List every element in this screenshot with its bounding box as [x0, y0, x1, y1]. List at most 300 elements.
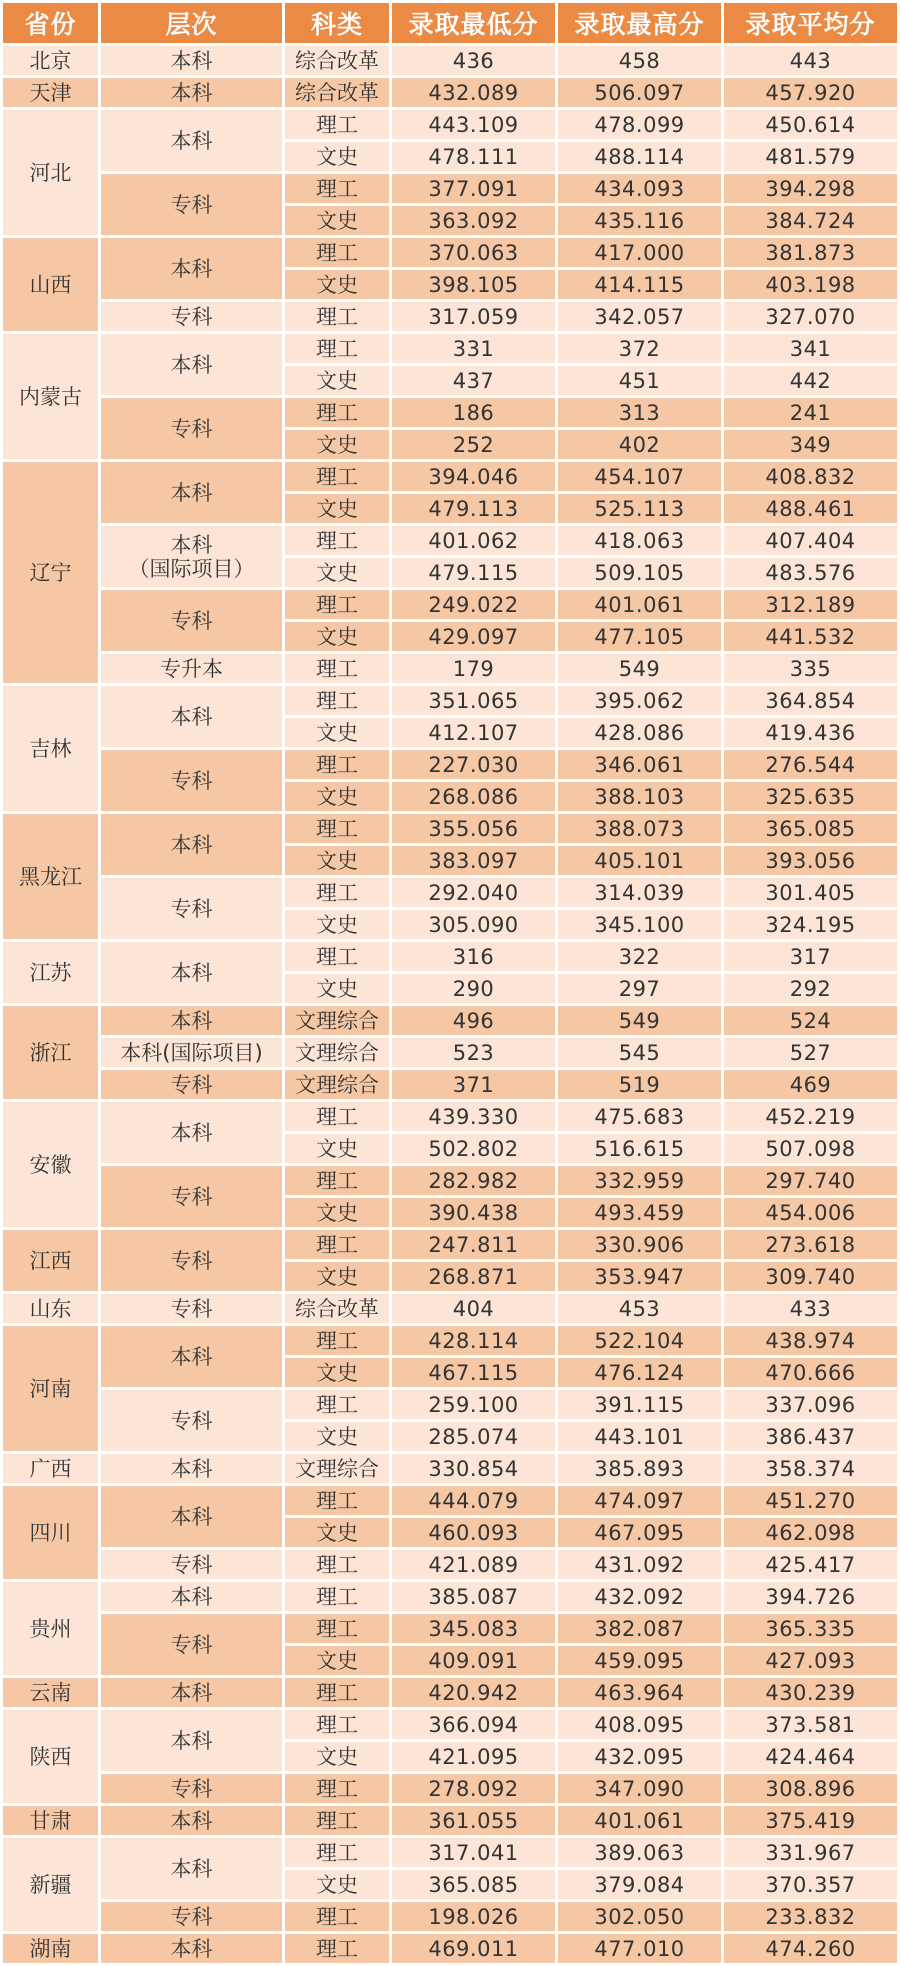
min-score-cell: 436	[392, 46, 555, 75]
table-row	[3, 590, 897, 619]
table-row	[3, 1582, 897, 1611]
table-body	[3, 46, 897, 1963]
level-label: 专科	[170, 416, 213, 441]
table-row	[3, 462, 897, 491]
table-row	[3, 814, 897, 843]
avg-score-cell: 419.436	[724, 718, 897, 747]
avg-score-cell: 309.740	[724, 1262, 897, 1291]
table-row	[3, 1614, 897, 1643]
level-label: 本科	[170, 80, 213, 105]
subject-cell: 理工	[285, 1326, 389, 1355]
subject-cell: 理工	[285, 942, 389, 971]
min-score-cell: 317.041	[392, 1838, 555, 1867]
province-cell: 江苏	[3, 942, 98, 1003]
table-row	[3, 78, 897, 107]
subject-cell: 文理综合	[285, 1038, 389, 1067]
subject-cell: 理工	[285, 1486, 389, 1515]
min-score-cell: 198.026	[392, 1902, 555, 1931]
level-cell	[101, 238, 282, 299]
max-score-cell: 417.000	[558, 238, 721, 267]
avg-score-cell: 408.832	[724, 462, 897, 491]
min-score-cell: 259.100	[392, 1390, 555, 1419]
province-cell: 江西	[3, 1230, 98, 1291]
subject-cell: 文史	[285, 1742, 389, 1771]
max-score-cell: 488.114	[558, 142, 721, 171]
min-score-cell: 437	[392, 366, 555, 395]
max-score-cell: 345.100	[558, 910, 721, 939]
max-score-cell: 401.061	[558, 1806, 721, 1835]
level-label: 本科	[170, 704, 213, 729]
table-row	[3, 1390, 897, 1419]
level-cell	[101, 1006, 282, 1035]
avg-score-cell: 450.614	[724, 110, 897, 139]
table-row	[3, 878, 897, 907]
subject-cell: 文史	[285, 1646, 389, 1675]
max-score-cell: 401.061	[558, 590, 721, 619]
avg-score-cell: 470.666	[724, 1358, 897, 1387]
max-score-cell: 372	[558, 334, 721, 363]
min-score-cell: 421.095	[392, 1742, 555, 1771]
max-score-cell: 405.101	[558, 846, 721, 875]
header-avg-score: 录取平均分	[724, 3, 897, 43]
subject-cell: 文史	[285, 1358, 389, 1387]
max-score-cell: 402	[558, 430, 721, 459]
max-score-cell: 385.893	[558, 1454, 721, 1483]
avg-score-cell: 442	[724, 366, 897, 395]
level-cell	[101, 1294, 282, 1323]
header-subject: 科类	[285, 3, 389, 43]
max-score-cell: 382.087	[558, 1614, 721, 1643]
table-row	[3, 750, 897, 779]
max-score-cell: 431.092	[558, 1550, 721, 1579]
min-score-cell: 377.091	[392, 174, 555, 203]
avg-score-cell: 443	[724, 46, 897, 75]
province-cell: 内蒙古	[3, 334, 98, 459]
subject-cell: 文史	[285, 206, 389, 235]
subject-cell: 文史	[285, 1134, 389, 1163]
avg-score-cell: 524	[724, 1006, 897, 1035]
avg-score-cell: 394.726	[724, 1582, 897, 1611]
table-row	[3, 1038, 897, 1067]
subject-cell: 文史	[285, 366, 389, 395]
table-row	[3, 1070, 897, 1099]
level-label: 专科	[170, 1776, 213, 1801]
max-score-cell: 432.095	[558, 1742, 721, 1771]
level-label: 专科	[170, 1552, 213, 1577]
min-score-cell: 316	[392, 942, 555, 971]
min-score-cell: 412.107	[392, 718, 555, 747]
level-cell	[101, 1550, 282, 1579]
subject-cell: 理工	[285, 526, 389, 555]
avg-score-cell: 312.189	[724, 590, 897, 619]
table-row	[3, 1710, 897, 1739]
level-cell	[101, 526, 282, 587]
max-score-cell: 347.090	[558, 1774, 721, 1803]
province-cell: 甘肃	[3, 1806, 98, 1835]
subject-cell: 理工	[285, 334, 389, 363]
max-score-cell: 516.615	[558, 1134, 721, 1163]
max-score-cell: 451	[558, 366, 721, 395]
level-cell	[101, 1806, 282, 1835]
max-score-cell: 388.073	[558, 814, 721, 843]
avg-score-cell: 469	[724, 1070, 897, 1099]
subject-cell: 文史	[285, 1518, 389, 1547]
min-score-cell: 247.811	[392, 1230, 555, 1259]
max-score-cell: 302.050	[558, 1902, 721, 1931]
level-cell	[101, 1486, 282, 1547]
province-cell: 广西	[3, 1454, 98, 1483]
avg-score-cell: 433	[724, 1294, 897, 1323]
level-cell	[101, 1166, 282, 1227]
max-score-cell: 454.107	[558, 462, 721, 491]
avg-score-cell: 317	[724, 942, 897, 971]
avg-score-cell: 341	[724, 334, 897, 363]
level-label: 专科	[170, 304, 213, 329]
min-score-cell: 443.109	[392, 110, 555, 139]
subject-cell: 理工	[285, 1614, 389, 1643]
level-label: 本科	[170, 1808, 213, 1833]
header-level: 层次	[101, 3, 282, 43]
min-score-cell: 345.083	[392, 1614, 555, 1643]
table-row	[3, 1806, 897, 1835]
min-score-cell: 282.982	[392, 1166, 555, 1195]
min-score-cell: 429.097	[392, 622, 555, 651]
level-cell	[101, 1326, 282, 1387]
level-label: 本科	[170, 480, 213, 505]
avg-score-cell: 373.581	[724, 1710, 897, 1739]
min-score-cell: 330.854	[392, 1454, 555, 1483]
avg-score-cell: 438.974	[724, 1326, 897, 1355]
max-score-cell: 549	[558, 654, 721, 683]
level-label: 本科	[170, 1584, 213, 1609]
max-score-cell: 493.459	[558, 1198, 721, 1227]
avg-score-cell: 441.532	[724, 622, 897, 651]
subject-cell: 文史	[285, 558, 389, 587]
min-score-cell: 398.105	[392, 270, 555, 299]
avg-score-cell: 430.239	[724, 1678, 897, 1707]
min-score-cell: 401.062	[392, 526, 555, 555]
table-row	[3, 1902, 897, 1931]
table-row	[3, 1774, 897, 1803]
max-score-cell: 418.063	[558, 526, 721, 555]
level-cell	[101, 814, 282, 875]
max-score-cell: 525.113	[558, 494, 721, 523]
subject-cell: 综合改革	[285, 1294, 389, 1323]
province-cell: 辽宁	[3, 462, 98, 683]
level-label: 专科	[170, 1632, 213, 1657]
level-label: 本科	[170, 128, 213, 153]
province-cell: 陕西	[3, 1710, 98, 1803]
subject-cell: 文理综合	[285, 1006, 389, 1035]
min-score-cell: 331	[392, 334, 555, 363]
subject-cell: 理工	[285, 238, 389, 267]
min-score-cell: 404	[392, 1294, 555, 1323]
avg-score-cell: 241	[724, 398, 897, 427]
subject-cell: 文史	[285, 1422, 389, 1451]
max-score-cell: 342.057	[558, 302, 721, 331]
max-score-cell: 389.063	[558, 1838, 721, 1867]
avg-score-cell: 386.437	[724, 1422, 897, 1451]
max-score-cell: 443.101	[558, 1422, 721, 1451]
table-row	[3, 1486, 897, 1515]
min-score-cell: 365.085	[392, 1870, 555, 1899]
max-score-cell: 467.095	[558, 1518, 721, 1547]
max-score-cell: 391.115	[558, 1390, 721, 1419]
level-label: 本科	[170, 352, 213, 377]
level-label: 本科 （国际项目）	[128, 532, 255, 581]
subject-cell: 文史	[285, 846, 389, 875]
max-score-cell: 346.061	[558, 750, 721, 779]
level-label: 本科	[170, 48, 213, 73]
level-label: 专科	[170, 1296, 213, 1321]
min-score-cell: 421.089	[392, 1550, 555, 1579]
avg-score-cell: 425.417	[724, 1550, 897, 1579]
header-row	[3, 3, 897, 43]
min-score-cell: 469.011	[392, 1934, 555, 1963]
min-score-cell: 371	[392, 1070, 555, 1099]
max-score-cell: 475.683	[558, 1102, 721, 1131]
table-row	[3, 1838, 897, 1867]
avg-score-cell: 297.740	[724, 1166, 897, 1195]
table-row	[3, 686, 897, 715]
subject-cell: 理工	[285, 1102, 389, 1131]
subject-cell: 文史	[285, 494, 389, 523]
table-row	[3, 526, 897, 555]
avg-score-cell: 384.724	[724, 206, 897, 235]
subject-cell: 理工	[285, 590, 389, 619]
avg-score-cell: 301.405	[724, 878, 897, 907]
province-cell: 四川	[3, 1486, 98, 1579]
avg-score-cell: 337.096	[724, 1390, 897, 1419]
avg-score-cell: 462.098	[724, 1518, 897, 1547]
subject-cell: 文史	[285, 622, 389, 651]
min-score-cell: 361.055	[392, 1806, 555, 1835]
max-score-cell: 476.124	[558, 1358, 721, 1387]
province-cell: 浙江	[3, 1006, 98, 1099]
max-score-cell: 388.103	[558, 782, 721, 811]
subject-cell: 文史	[285, 910, 389, 939]
level-cell	[101, 1902, 282, 1931]
avg-score-cell: 325.635	[724, 782, 897, 811]
max-score-cell: 314.039	[558, 878, 721, 907]
province-cell: 湖南	[3, 1934, 98, 1963]
level-label: 本科	[170, 1456, 213, 1481]
level-cell	[101, 174, 282, 235]
table-row	[3, 1166, 897, 1195]
avg-score-cell: 365.335	[724, 1614, 897, 1643]
avg-score-cell: 427.093	[724, 1646, 897, 1675]
min-score-cell: 478.111	[392, 142, 555, 171]
subject-cell: 文史	[285, 1262, 389, 1291]
subject-cell: 文史	[285, 782, 389, 811]
min-score-cell: 439.330	[392, 1102, 555, 1131]
level-label: 本科	[170, 1936, 213, 1961]
min-score-cell: 305.090	[392, 910, 555, 939]
province-cell: 河北	[3, 110, 98, 235]
table-row	[3, 942, 897, 971]
level-cell	[101, 462, 282, 523]
subject-cell: 理工	[285, 654, 389, 683]
min-score-cell: 179	[392, 654, 555, 683]
max-score-cell: 428.086	[558, 718, 721, 747]
level-cell	[101, 110, 282, 171]
level-label: 专科	[170, 1248, 213, 1273]
province-cell: 山西	[3, 238, 98, 331]
avg-score-cell: 507.098	[724, 1134, 897, 1163]
subject-cell: 理工	[285, 1230, 389, 1259]
min-score-cell: 409.091	[392, 1646, 555, 1675]
max-score-cell: 297	[558, 974, 721, 1003]
table-row	[3, 302, 897, 331]
province-cell: 河南	[3, 1326, 98, 1451]
max-score-cell: 313	[558, 398, 721, 427]
level-cell	[101, 302, 282, 331]
avg-score-cell: 481.579	[724, 142, 897, 171]
subject-cell: 文史	[285, 1870, 389, 1899]
min-score-cell: 502.802	[392, 1134, 555, 1163]
table-row	[3, 1006, 897, 1035]
min-score-cell: 420.942	[392, 1678, 555, 1707]
level-label: 本科	[170, 1504, 213, 1529]
level-label: 本科	[170, 1120, 213, 1145]
max-score-cell: 545	[558, 1038, 721, 1067]
min-score-cell: 444.079	[392, 1486, 555, 1515]
min-score-cell: 278.092	[392, 1774, 555, 1803]
max-score-cell: 519	[558, 1070, 721, 1099]
avg-score-cell: 349	[724, 430, 897, 459]
subject-cell: 综合改革	[285, 78, 389, 107]
province-cell: 天津	[3, 78, 98, 107]
subject-cell: 文史	[285, 270, 389, 299]
avg-score-cell: 457.920	[724, 78, 897, 107]
table-row	[3, 1454, 897, 1483]
subject-cell: 理工	[285, 1678, 389, 1707]
table-row	[3, 174, 897, 203]
level-cell	[101, 1582, 282, 1611]
max-score-cell: 458	[558, 46, 721, 75]
province-cell: 北京	[3, 46, 98, 75]
level-label: 专升本	[160, 656, 223, 681]
level-cell	[101, 1838, 282, 1899]
max-score-cell: 474.097	[558, 1486, 721, 1515]
subject-cell: 理工	[285, 398, 389, 427]
subject-cell: 理工	[285, 878, 389, 907]
min-score-cell: 227.030	[392, 750, 555, 779]
province-cell: 山东	[3, 1294, 98, 1323]
level-label: 本科	[170, 1344, 213, 1369]
min-score-cell: 370.063	[392, 238, 555, 267]
level-cell	[101, 1230, 282, 1291]
min-score-cell: 479.115	[392, 558, 555, 587]
table-row	[3, 334, 897, 363]
province-cell: 新疆	[3, 1838, 98, 1931]
max-score-cell: 477.010	[558, 1934, 721, 1963]
level-cell	[101, 878, 282, 939]
avg-score-cell: 488.461	[724, 494, 897, 523]
min-score-cell: 292.040	[392, 878, 555, 907]
avg-score-cell: 375.419	[724, 1806, 897, 1835]
province-cell: 云南	[3, 1678, 98, 1707]
table-row	[3, 654, 897, 683]
max-score-cell: 509.105	[558, 558, 721, 587]
avg-score-cell: 331.967	[724, 1838, 897, 1867]
min-score-cell: 268.086	[392, 782, 555, 811]
table-row	[3, 1678, 897, 1707]
avg-score-cell: 381.873	[724, 238, 897, 267]
level-cell	[101, 654, 282, 683]
avg-score-cell: 403.198	[724, 270, 897, 299]
level-cell	[101, 1102, 282, 1163]
subject-cell: 理工	[285, 814, 389, 843]
level-cell	[101, 1390, 282, 1451]
level-label: 本科	[170, 256, 213, 281]
avg-score-cell: 233.832	[724, 1902, 897, 1931]
subject-cell: 文史	[285, 142, 389, 171]
level-cell	[101, 1614, 282, 1675]
province-cell: 贵州	[3, 1582, 98, 1675]
max-score-cell: 322	[558, 942, 721, 971]
province-cell: 安徽	[3, 1102, 98, 1227]
table-row	[3, 1294, 897, 1323]
min-score-cell: 186	[392, 398, 555, 427]
subject-cell: 理工	[285, 1774, 389, 1803]
header-min-score: 录取最低分	[392, 3, 555, 43]
min-score-cell: 432.089	[392, 78, 555, 107]
max-score-cell: 549	[558, 1006, 721, 1035]
subject-cell: 理工	[285, 1806, 389, 1835]
avg-score-cell: 407.404	[724, 526, 897, 555]
avg-score-cell: 424.464	[724, 1742, 897, 1771]
table-row	[3, 1326, 897, 1355]
level-cell	[101, 398, 282, 459]
max-score-cell: 395.062	[558, 686, 721, 715]
level-cell	[101, 1774, 282, 1803]
subject-cell: 文史	[285, 974, 389, 1003]
province-cell: 黑龙江	[3, 814, 98, 939]
level-cell	[101, 750, 282, 811]
max-score-cell: 477.105	[558, 622, 721, 651]
subject-cell: 理工	[285, 174, 389, 203]
subject-cell: 文理综合	[285, 1454, 389, 1483]
max-score-cell: 408.095	[558, 1710, 721, 1739]
avg-score-cell: 527	[724, 1038, 897, 1067]
min-score-cell: 496	[392, 1006, 555, 1035]
min-score-cell: 394.046	[392, 462, 555, 491]
avg-score-cell: 451.270	[724, 1486, 897, 1515]
min-score-cell: 460.093	[392, 1518, 555, 1547]
subject-cell: 理工	[285, 686, 389, 715]
subject-cell: 理工	[285, 1166, 389, 1195]
subject-cell: 综合改革	[285, 46, 389, 75]
min-score-cell: 523	[392, 1038, 555, 1067]
min-score-cell: 285.074	[392, 1422, 555, 1451]
max-score-cell: 330.906	[558, 1230, 721, 1259]
subject-cell: 理工	[285, 1934, 389, 1963]
subject-cell: 文史	[285, 1198, 389, 1227]
header-province: 省份	[3, 3, 98, 43]
subject-cell: 文理综合	[285, 1070, 389, 1099]
max-score-cell: 332.959	[558, 1166, 721, 1195]
min-score-cell: 366.094	[392, 1710, 555, 1739]
level-label: 本科	[170, 1856, 213, 1881]
table-row	[3, 46, 897, 75]
level-cell	[101, 686, 282, 747]
table-row	[3, 1102, 897, 1131]
subject-cell: 理工	[285, 750, 389, 779]
min-score-cell: 317.059	[392, 302, 555, 331]
level-label: 本科	[170, 960, 213, 985]
max-score-cell: 522.104	[558, 1326, 721, 1355]
